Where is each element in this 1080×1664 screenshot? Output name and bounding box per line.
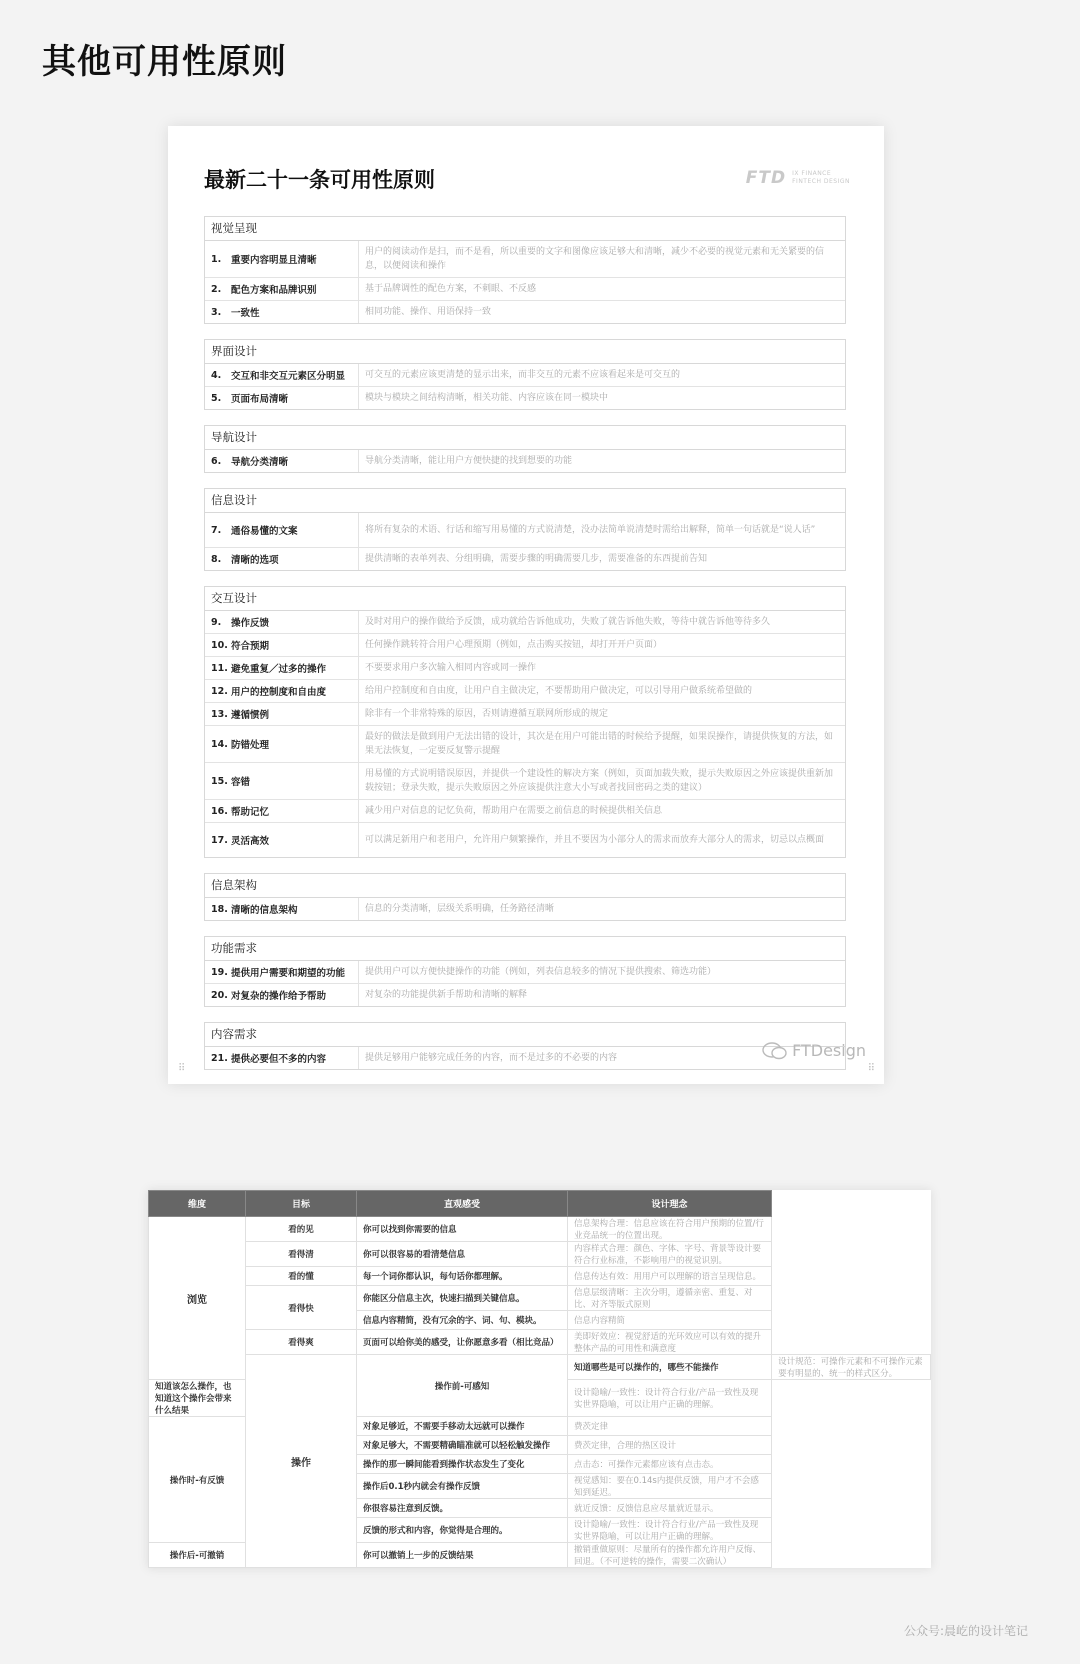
principle-name: 用户的控制度和自由度 xyxy=(231,687,327,698)
principle-description: 提供用户可以方便快捷操作的功能（例如，列表信息较多的情况下提供搜索、筛选功能） xyxy=(365,967,717,977)
principle-name-cell xyxy=(205,634,359,656)
header-cell: 设计理念 xyxy=(568,1191,772,1217)
principle-section xyxy=(204,936,846,1007)
logo-mark: FTD xyxy=(745,168,787,188)
principle-name: 操作反馈 xyxy=(231,618,270,629)
principle-description: 减少用户对信息的记忆负荷，帮助用户在需要之前信息的时候提供相关信息 xyxy=(365,806,663,816)
principle-name-cell xyxy=(205,703,359,725)
principle-row xyxy=(205,548,845,570)
principle-number: 3. xyxy=(211,306,222,318)
principle-name: 遵循惯例 xyxy=(231,710,270,721)
section-title: 信息架构 xyxy=(205,874,845,898)
perception-cell: 信息内容精简，没有冗余的字、词、句、模块。 xyxy=(357,1311,568,1330)
principle-name: 对复杂的操作给予帮助 xyxy=(231,991,327,1002)
principle-name-cell xyxy=(205,680,359,702)
principle-row xyxy=(205,364,845,387)
principle-description: 任何操作跳转符合用户心理预期（例如，点击购买按钮，却打开开户页面） xyxy=(365,640,663,650)
principle-name: 防错处理 xyxy=(231,740,270,751)
principle-name: 导航分类清晰 xyxy=(231,457,289,468)
principle-name-cell xyxy=(205,984,359,1006)
dimension-cell: 操作 xyxy=(246,1355,357,1568)
perception-cell: 操作的那一瞬间能看到操作状态发生了变化 xyxy=(357,1455,568,1474)
perception-cell: 对象足够近，不需要手移动太远就可以操作 xyxy=(357,1417,568,1436)
principle-name-cell xyxy=(205,1047,359,1069)
principle-section xyxy=(204,873,846,921)
section-title: 内容需求 xyxy=(205,1023,845,1047)
section-title: 界面设计 xyxy=(205,340,845,364)
design-concept-cell: 信息架构合理：信息应该在符合用户预期的位置/行业竞品统一的位置出现。 xyxy=(568,1217,772,1242)
principle-number: 15. xyxy=(211,775,228,787)
perception-cell: 你可以撤销上一步的反馈结果 xyxy=(357,1543,568,1568)
principle-description: 将所有复杂的术语、行话和缩写用易懂的方式说清楚，没办法简单说清楚时需给出解释，简单一句话就是“说人话” xyxy=(365,525,816,535)
corner-dots-icon: ⠿ xyxy=(867,1063,874,1074)
principle-name: 提供用户需要和期望的功能 xyxy=(231,968,346,979)
perception-cell: 每一个词你都认识，每句话你都理解。 xyxy=(357,1267,568,1286)
design-concept-cell: 内容样式合理：颜色、字体、字号、背景等设计要符合行业标准，不影响用户的视觉识别。 xyxy=(568,1242,772,1267)
principle-number: 21. xyxy=(211,1052,228,1064)
design-concept-cell: 费茨定律，合理的热区设计 xyxy=(568,1436,772,1455)
principle-name-cell xyxy=(205,726,359,762)
principle-description: 提供清晰的表单列表、分组明确，需要步骤的明确需要几步，需要准备的东西提前告知 xyxy=(365,554,708,564)
principle-name-cell xyxy=(205,611,359,633)
principle-number: 18. xyxy=(211,903,228,915)
principle-name-cell xyxy=(205,364,359,386)
principle-row xyxy=(205,657,845,680)
principle-name: 交互和非交互元素区分明显 xyxy=(231,371,346,382)
principle-name-cell xyxy=(205,763,359,799)
principle-description: 用户的阅读动作是扫，而不是看，所以重要的文字和图像应该足够大和清晰，减少不必要的视觉元素和无关紧要的信息，以便阅读和操作 xyxy=(365,247,825,271)
principle-name: 提供必要但不多的内容 xyxy=(231,1054,327,1065)
goal-cell: 看得清 xyxy=(246,1242,357,1267)
header-cell: 目标 xyxy=(246,1191,357,1217)
principle-number: 6. xyxy=(211,455,222,467)
principle-number: 5. xyxy=(211,392,222,404)
design-concept-cell: 设计隐喻/一致性：设计符合行业/产品一致性及现实世界隐喻，可以让用户正确的理解。 xyxy=(568,1518,772,1543)
principle-name: 配色方案和品牌识别 xyxy=(231,285,317,296)
principle-row xyxy=(205,278,845,301)
design-concept-cell: 视觉感知：要在0.14s内提供反馈，用户才不会感知到延迟。 xyxy=(568,1474,772,1499)
table-body xyxy=(149,1217,931,1568)
watermark-text: FTDesign xyxy=(792,1041,866,1060)
principle-name-cell xyxy=(205,657,359,679)
principle-number: 8. xyxy=(211,553,222,565)
goal-cell: 操作前-可感知 xyxy=(357,1355,568,1417)
principle-number: 10. xyxy=(211,639,228,651)
principle-name-cell xyxy=(205,241,359,277)
table-row xyxy=(149,1217,931,1242)
principle-description: 给用户控制度和自由度，让用户自主做决定，不要帮助用户做决定，可以引导用户做系统希望做的 xyxy=(365,686,753,696)
principle-description: 除非有一个非常特殊的原因，否则请遵循互联网所形成的规定 xyxy=(365,709,609,719)
goal-cell: 看得快 xyxy=(246,1286,357,1330)
goal-cell: 操作后-可撤销 xyxy=(149,1543,246,1568)
header-cell: 维度 xyxy=(149,1191,246,1217)
perception-cell: 反馈的形式和内容，你觉得是合理的。 xyxy=(357,1518,568,1543)
table-row xyxy=(149,1330,931,1355)
table-row xyxy=(149,1242,931,1267)
principle-row xyxy=(205,513,845,548)
principle-row xyxy=(205,726,845,763)
principle-name: 重要内容明显且清晰 xyxy=(231,255,317,266)
principle-row xyxy=(205,800,845,823)
goal-cell: 看的见 xyxy=(246,1217,357,1242)
table-row xyxy=(149,1267,931,1286)
principle-row xyxy=(205,823,845,857)
principle-number: 9. xyxy=(211,616,222,628)
goal-cell: 操作时-有反馈 xyxy=(149,1417,246,1543)
principle-name-cell xyxy=(205,513,359,547)
principle-section xyxy=(204,586,846,858)
table-header-row xyxy=(149,1191,931,1217)
principle-name-cell xyxy=(205,800,359,822)
principle-number: 16. xyxy=(211,805,228,817)
principle-name: 一致性 xyxy=(231,308,260,319)
principle-name-cell xyxy=(205,450,359,472)
principle-description: 提供足够用户能够完成任务的内容，而不是过多的不必要的内容 xyxy=(365,1053,618,1063)
design-concept-cell: 信息内容精简 xyxy=(568,1311,772,1330)
principle-section xyxy=(204,425,846,473)
design-concept-cell: 费茨定律 xyxy=(568,1417,772,1436)
section-title: 信息设计 xyxy=(205,489,845,513)
principle-name: 避免重复／过多的操作 xyxy=(231,664,327,675)
logo-sub-line-1: IX FINANCE xyxy=(792,170,832,177)
principle-row xyxy=(205,241,845,278)
perception-cell: 对象足够大，不需要精确瞄准就可以轻松触发操作 xyxy=(357,1436,568,1455)
principle-description: 可交互的元素应该更清楚的显示出来，而非交互的元素不应该看起来是可交互的 xyxy=(365,370,681,380)
ftd-logo xyxy=(746,168,850,188)
perception-cell: 知道哪些是可以操作的，哪些不能操作 xyxy=(568,1355,772,1380)
principle-section xyxy=(204,1022,846,1070)
principle-number: 11. xyxy=(211,662,228,674)
principle-description: 基于品牌调性的配色方案，不刺眼、不反感 xyxy=(365,284,537,294)
principle-name-cell xyxy=(205,301,359,323)
design-concept-cell: 美即好效应：视觉舒适的光环效应可以有效的提升整体产品的可用性和满意度 xyxy=(568,1330,772,1355)
principle-number: 14. xyxy=(211,738,228,750)
design-concept-cell: 撤销重做原则：尽量所有的操作都允许用户反悔、回退。（不可逆转的操作，需要二次确认） xyxy=(568,1543,772,1568)
principle-number: 13. xyxy=(211,708,228,720)
principle-description: 不要要求用户多次输入相同内容或同一操作 xyxy=(365,663,537,673)
principle-name: 清晰的信息架构 xyxy=(231,905,298,916)
design-concept-cell: 就近反馈：反馈信息应尽量就近显示。 xyxy=(568,1499,772,1518)
principle-row xyxy=(205,1047,845,1069)
design-concept-cell: 信息传达有效：用用户可以理解的语言呈现信息。 xyxy=(568,1267,772,1286)
perception-cell: 你可以很容易的看清楚信息 xyxy=(357,1242,568,1267)
principle-name-cell xyxy=(205,898,359,920)
principle-row xyxy=(205,898,845,920)
principle-row xyxy=(205,680,845,703)
principle-number: 1. xyxy=(211,253,222,265)
principle-row xyxy=(205,387,845,409)
principle-description: 最好的做法是做到用户无法出错的设计，其次是在用户可能出错的时候给予提醒，如果误操作，请提供恢复的方法，如果无法恢复，一定要反复警示提醒 xyxy=(365,732,834,756)
principle-description: 可以满足新用户和老用户，允许用户频繁操作，并且不要因为小部分人的需求而放弃大部分人的需求，切忌以点概面 xyxy=(365,835,825,845)
principle-description: 信息的分类清晰，层级关系明确，任务路径清晰 xyxy=(365,904,555,914)
principle-name: 帮助记忆 xyxy=(231,807,270,818)
principle-row xyxy=(205,703,845,726)
principle-name: 容错 xyxy=(231,777,251,788)
design-concept-cell: 点击态：可操作元素都应该有点击态。 xyxy=(568,1455,772,1474)
corner-dots-icon: ⠿ xyxy=(178,1063,185,1074)
footer-note: 公众号:晨屹的设计笔记 xyxy=(903,1624,1028,1638)
principle-number: 20. xyxy=(211,989,228,1001)
principle-name-cell xyxy=(205,823,359,857)
principle-row xyxy=(205,634,845,657)
principle-row xyxy=(205,450,845,472)
principle-number: 4. xyxy=(211,369,222,381)
design-concept-cell: 信息层级清晰：主次分明，遵循亲密、重复、对比、对齐等版式原则 xyxy=(568,1286,772,1311)
principle-description: 导航分类清晰，能让用户方便快捷的找到想要的功能 xyxy=(365,456,573,466)
principle-section xyxy=(204,339,846,410)
principle-row xyxy=(205,611,845,634)
perception-cell: 操作后0.1秒内就会有操作反馈 xyxy=(357,1474,568,1499)
perception-cell: 页面可以给你美的感受，让你愿意多看（相比竞品） xyxy=(357,1330,568,1355)
principle-description: 用易懂的方式说明错误原因，并提供一个建设性的解决方案（例如，页面加载失败，提示失败原因之外应该提供重新加载按钮；登录失败，提示失败原因之外应该提供注意大小写或者找回密码之类的建议） xyxy=(365,769,834,793)
principle-number: 2. xyxy=(211,283,222,295)
perception-cell: 知道该怎么操作，也知道这个操作会带来什么结果 xyxy=(149,1380,246,1417)
principle-name-cell xyxy=(205,387,359,409)
principle-row xyxy=(205,984,845,1006)
principle-section xyxy=(204,488,846,571)
principle-name: 页面布局清晰 xyxy=(231,394,289,405)
perception-cell: 你能区分信息主次，快速扫描到关键信息。 xyxy=(357,1286,568,1311)
principle-name-cell xyxy=(205,961,359,983)
principle-description: 及时对用户的操作做给予反馈，成功就给告诉他成功，失败了就告诉他失败，等待中就告诉他等待多久 xyxy=(365,617,771,627)
principle-name: 灵活高效 xyxy=(231,836,270,847)
design-concept-cell: 设计规范：可操作元素和不可操作元素要有明显的、统一的样式区分。 xyxy=(772,1355,931,1380)
logo-sub-line-2: FINTECH DESIGN xyxy=(792,178,850,185)
perception-cell: 你可以找到你需要的信息 xyxy=(357,1217,568,1242)
principle-number: 7. xyxy=(211,524,222,536)
table-row xyxy=(149,1355,931,1380)
section-title: 导航设计 xyxy=(205,426,845,450)
principle-name: 通俗易懂的文案 xyxy=(231,526,298,537)
principle-description: 模块与模块之间结构清晰，相关功能、内容应该在同一模块中 xyxy=(365,393,609,403)
principle-name: 符合预期 xyxy=(231,641,270,652)
principle-number: 19. xyxy=(211,966,228,978)
principle-sections xyxy=(204,216,846,1085)
design-concept-cell: 设计隐喻/一致性：设计符合行业/产品一致性及现实世界隐喻，可以让用户正确的理解。 xyxy=(568,1380,772,1417)
goal-cell: 看的懂 xyxy=(246,1267,357,1286)
principle-name: 清晰的选项 xyxy=(231,555,279,566)
principles-document xyxy=(168,126,884,1084)
section-title: 视觉呈现 xyxy=(205,217,845,241)
page-heading: 其他可用性原则 xyxy=(42,42,287,82)
section-title: 交互设计 xyxy=(205,587,845,611)
section-title: 功能需求 xyxy=(205,937,845,961)
usability-dimension-table xyxy=(148,1190,931,1568)
principle-row xyxy=(205,961,845,984)
table-row xyxy=(149,1286,931,1311)
principle-number: 17. xyxy=(211,834,228,846)
principle-name-cell xyxy=(205,548,359,570)
perception-cell: 你很容易注意到反馈。 xyxy=(357,1499,568,1518)
principle-section xyxy=(204,216,846,324)
header-cell: 直观感受 xyxy=(357,1191,568,1217)
principle-row xyxy=(205,763,845,800)
principle-row xyxy=(205,301,845,323)
wechat-icon xyxy=(762,1042,788,1060)
wechat-watermark xyxy=(762,1041,866,1060)
goal-cell: 看得爽 xyxy=(246,1330,357,1355)
document-title: 最新二十一条可用性原则 xyxy=(204,168,435,192)
principle-name-cell xyxy=(205,278,359,300)
principle-number: 12. xyxy=(211,685,228,697)
logo-subtitle xyxy=(792,170,850,186)
dimension-cell: 浏览 xyxy=(149,1217,246,1380)
principle-description: 相同功能、操作、用语保持一致 xyxy=(365,307,492,317)
principle-description: 对复杂的功能提供新手帮助和清晰的解释 xyxy=(365,990,528,1000)
